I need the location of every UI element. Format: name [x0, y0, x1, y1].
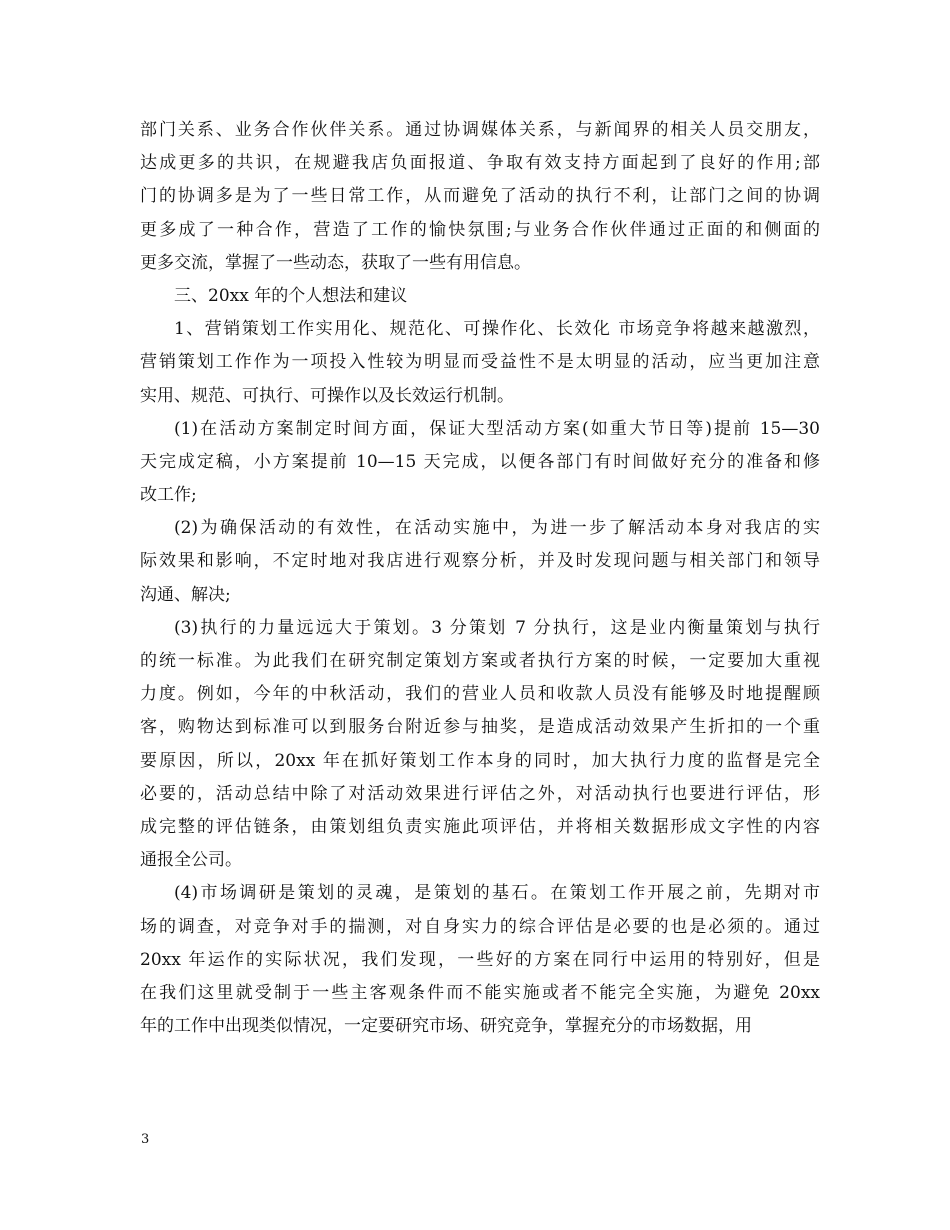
- text-line: 达成更多的共识，在规避我店负面报道、争取有效支持方面起到了良好的作用;部: [140, 153, 820, 174]
- text-line: 力度。例如，今年的中秋活动，我们的营业人员和收款人员没有能够及时地提醒顾: [140, 684, 820, 705]
- text-line: 客，购物达到标准可以到服务台附近参与抽奖，是造成活动效果产生折扣的一个重: [140, 717, 820, 738]
- text-line: 1、营销策划工作实用化、规范化、可操作化、长效化 市场竞争将越来越激烈，: [174, 319, 820, 340]
- text-line: 20xx 年运作的实际状况，我们发现，一些好的方案在同行中运用的特别好，但是: [140, 949, 820, 970]
- text-line: 通报全公司。: [140, 850, 242, 871]
- paragraph: [140, 313, 820, 413]
- paragraph: [140, 877, 820, 1043]
- text-line: (4)市场调研是策划的灵魂，是策划的基石。在策划工作开展之前，先期对市: [174, 883, 820, 904]
- text-line: 实用、规范、可执行、可操作以及长效运行机制。: [140, 385, 514, 406]
- text-line: 在我们这里就受制于一些主客观条件而不能实施或者不能完全实施，为避免 20xx: [140, 982, 820, 1003]
- text-line: 门的协调多是为了一些日常工作，从而避免了活动的执行不利，让部门之间的协调: [140, 186, 820, 207]
- page-number: 3: [141, 1132, 150, 1147]
- text-line: 际效果和影响，不定时地对我店进行观察分析，并及时发现问题与相关部门和领导: [140, 551, 820, 572]
- text-line: (3)执行的力量远远大于策划。3 分策划 7 分执行，这是业内衡量策划与执行: [174, 617, 820, 638]
- text-line: 成完整的评估链条，由策划组负责实施此项评估，并将相关数据形成文字性的内容: [140, 816, 820, 837]
- text-line: 三、20xx 年的个人想法和建议: [174, 285, 408, 306]
- paragraph: [140, 612, 820, 878]
- text-line: 更多交流，掌握了一些动态，获取了一些有用信息。: [140, 252, 531, 273]
- text-line: 年的工作中出现类似情况，一定要研究市场、研究竞争，掌握充分的市场数据，用: [140, 1016, 752, 1037]
- text-line: 更多成了一种合作，营造了工作的愉快氛围;与业务合作伙伴通过正面的和侧面的: [140, 219, 820, 240]
- text-line: 的统一标准。为此我们在研究制定策划方案或者执行方案的时候，一定要加大重视: [140, 651, 820, 671]
- paragraph: [140, 413, 820, 513]
- document-body: [140, 114, 820, 1043]
- paragraph: [140, 512, 820, 612]
- text-line: 营销策划工作作为一项投入性较为明显而受益性不是太明显的活动，应当更加注意: [140, 352, 820, 373]
- text-line: 场的调查，对竞争对手的揣测，对自身实力的综合评估是必要的也是必须的。通过: [140, 916, 820, 937]
- text-line: (1)在活动方案制定时间方面，保证大型活动方案(如重大节日等)提前 15—30: [174, 418, 820, 439]
- paragraph: [140, 114, 820, 280]
- text-line: 部门关系、业务合作伙伴关系。通过协调媒体关系，与新闻界的相关人员交朋友，: [140, 120, 820, 140]
- text-line: (2)为确保活动的有效性，在活动实施中，为进一步了解活动本身对我店的实: [174, 518, 820, 539]
- text-line: 天完成定稿，小方案提前 10—15 天完成，以便各部门有时间做好充分的准备和修: [140, 451, 820, 472]
- text-line: 要原因，所以，20xx 年在抓好策划工作本身的同时，加大执行力度的监督是完全: [140, 750, 820, 771]
- paragraph: [140, 280, 820, 313]
- text-line: 改工作;: [140, 485, 197, 506]
- text-line: 沟通、解决;: [140, 584, 231, 605]
- text-line: 必要的，活动总结中除了对活动效果进行评估之外，对活动执行也要进行评估，形: [140, 783, 820, 804]
